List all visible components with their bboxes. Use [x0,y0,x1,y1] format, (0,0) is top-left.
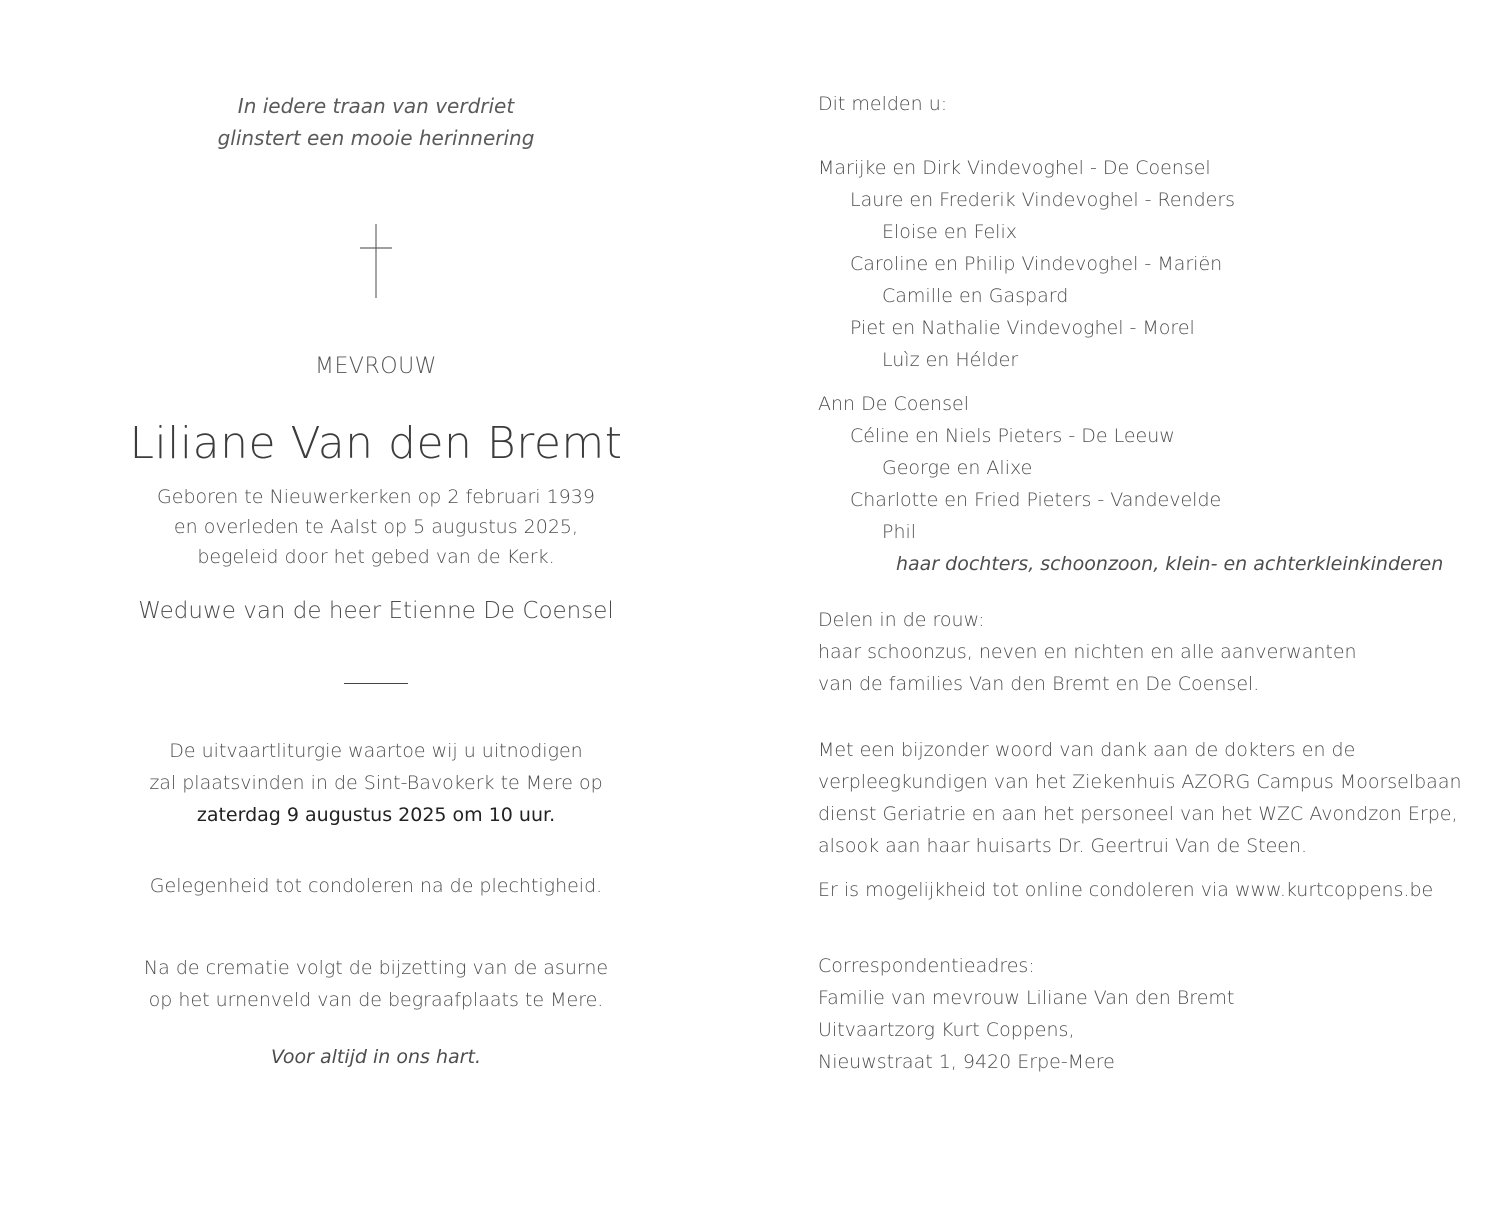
family-line: Céline en Niels Pieters - De Leeuw [850,425,1175,447]
divider [344,683,408,684]
quote-line: In iedere traan van verdriet [237,94,515,118]
cross-icon [358,224,394,298]
family-head: Marijke en Dirk Vindevoghel - De Coensel [818,157,1211,179]
address-line: Familie van mevrouw Liliane Van den Bremt [818,987,1235,1009]
closing-line: Voor altijd in ons hart. [271,1046,481,1068]
thanks-line: Met een bijzonder woord van dank aan de dokters en de [818,739,1356,761]
family-line: Camille en Gaspard [882,285,1069,307]
family-line: Laure en Frederik Vindevoghel - Renders [850,189,1236,211]
family-line: Piet en Nathalie Vindevoghel - Morel [850,317,1195,339]
thanks-line: dienst Geriatrie en aan het personeel van het WZC Avondzon Erpe, [818,803,1458,825]
birth-line: Geboren te Nieuwerkerken op 2 februari 1939 [157,486,595,508]
quote-line: glinstert een mooie herinnering [217,126,535,150]
cremation-note [100,952,652,1016]
mourn-line: haar schoonzus, neven en nichten en alle aanverwanten [818,641,1357,663]
cremation-line: Na de crematie volgt de bijzetting van de asurne [143,957,609,979]
birth-line: begeleid door het gebed van de Kerk. [197,546,555,568]
address-line: Nieuwstraat 1, 9420 Erpe-Mere [818,1051,1115,1073]
funeral-details [100,735,652,831]
family-relation: haar dochters, schoonzoon, klein- en achterkleinkinderen [896,553,1444,575]
birth-details [100,482,652,572]
mourn-line: van de families Van den Bremt en De Coensel. [818,673,1260,695]
intro: Dit melden u: [818,93,948,115]
family-line: George en Alixe [882,457,1033,479]
mourn-line: Delen in de rouw: [818,609,985,631]
deceased-name: Liliane Van den Bremt [129,418,623,469]
thanks-line: alsook aan haar huisarts Dr. Geertrui Van de Steen. [818,835,1308,857]
widow-line: Weduwe van de heer Etienne De Coensel [138,598,614,624]
funeral-line: zal plaatsvinden in de Sint-Bavokerk te Mere op [149,772,603,794]
funeral-line: De uitvaartliturgie waartoe wij u uitnodigen [169,740,583,762]
quote [100,90,652,154]
online-condole-link: Er is mogelijkheid tot online condoleren via www.kurtcoppens.be [818,879,1434,901]
title: MEVROUW [315,354,437,379]
family-line: Eloise en Felix [882,221,1017,243]
address-line: Uitvaartzorg Kurt Coppens, [818,1019,1075,1041]
cremation-line: op het urnenveld van de begraafplaats te Mere. [148,989,604,1011]
family-line: Phil [882,521,917,543]
family-line: Caroline en Philip Vindevoghel - Mariën [850,253,1223,275]
family-line: Charlotte en Fried Pieters - Vandevelde [850,489,1222,511]
condole-note: Gelegenheid tot condoleren na de plechtigheid. [149,875,603,897]
family-line: Luìz en Hélder [882,349,1019,371]
thanks-line: verpleegkundigen van het Ziekenhuis AZORG Campus Moorselbaan [818,771,1462,793]
address-line: Correspondentieadres: [818,955,1035,977]
family-head: Ann De Coensel [818,393,969,415]
birth-line: en overleden te Aalst op 5 augustus 2025, [173,516,579,538]
funeral-date: zaterdag 9 augustus 2025 om 10 uur. [196,804,556,826]
